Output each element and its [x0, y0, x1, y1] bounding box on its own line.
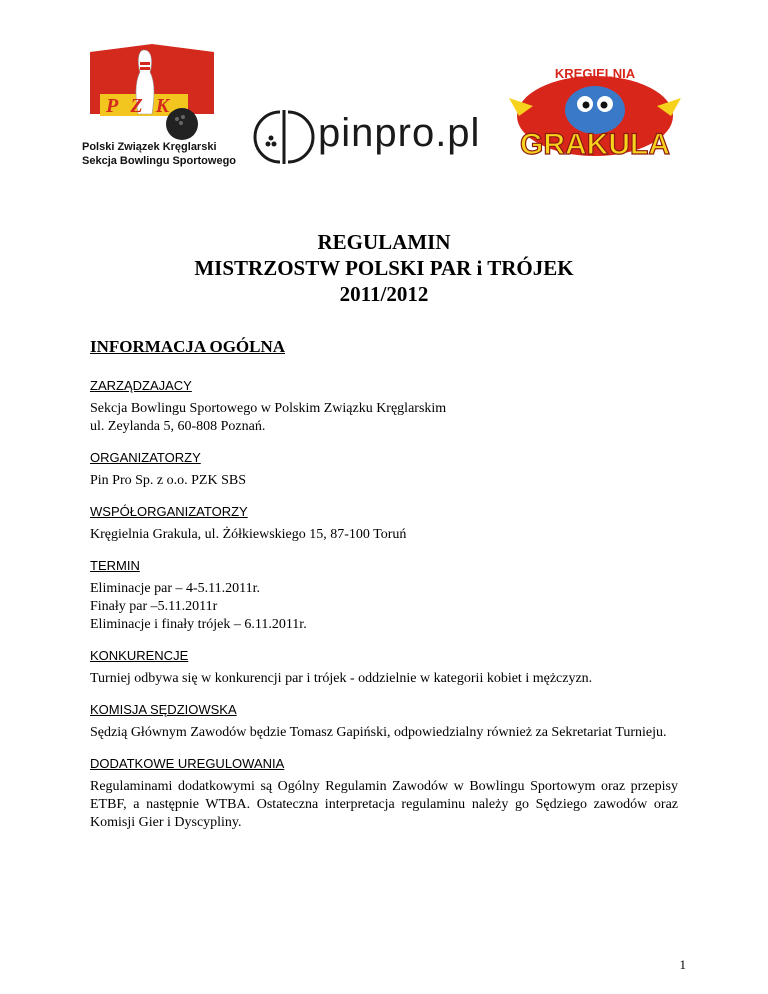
section-paragraph: Regulaminami dodatkowymi są Ogólny Regulamin Zawodów w Bowlingu Sportowym oraz przepisy ETBF, a następnie WTBA. Ostateczna interpretacja regulaminu należy go Sędziego zawodów oraz Komisji Gier i Dyscypliny.: [90, 779, 678, 830]
pzk-caption: [82, 140, 237, 168]
section-line: Pin Pro Sp. z o.o. PZK SBS: [90, 473, 246, 488]
section-heading: KOMISJA SĘDZIOWSKA: [90, 702, 237, 717]
section-paragraph: Sędzią Głównym Zawodów będzie Tomasz Gapiński, odpowiedzialny również za Sekretariat Turnieju.: [90, 725, 667, 740]
section-heading: ORGANIZATORZY: [90, 450, 201, 465]
section-heading: WSPÓŁORGANIZATORZY: [90, 504, 248, 519]
title-line1: REGULAMIN: [317, 230, 451, 254]
section-body: [90, 670, 678, 688]
section-heading: ZARZĄDZAJACY: [90, 378, 192, 393]
document-content: [90, 336, 678, 846]
section-body: [90, 472, 678, 490]
section-heading: KONKURENCJE: [90, 648, 189, 663]
section-line: Sekcja Bowlingu Sportowego w Polskim Związku Kręglarskim: [90, 401, 447, 416]
section-body: [90, 400, 678, 436]
section-line: Eliminacje i finały trójek – 6.11.2011r.: [90, 617, 307, 632]
section-heading: DODATKOWE UREGULOWANIA: [90, 756, 285, 771]
section-line: Eliminacje par – 4-5.11.2011r.: [90, 581, 261, 596]
section-line: Kręgielnia Grakula, ul. Żółkiewskiego 15, 87-100 Toruń: [90, 527, 407, 542]
grakula-logo: [505, 58, 685, 168]
section-line: Finały par –5.11.2011r: [90, 599, 218, 614]
section-body: [90, 580, 678, 634]
page-number: 1: [679, 957, 686, 972]
grakula-bottom-text: GRAKULA: [520, 128, 670, 161]
section-line: Turniej odbywa się w konkurencji par i trójek - oddzielnie w kategorii kobiet i mężczyzn.: [90, 671, 593, 686]
pzk-letters: P Z K: [106, 95, 174, 117]
title-line3: 2011/2012: [339, 282, 429, 306]
pzk-caption-line1: Polski Związek Kręglarski: [82, 141, 217, 153]
pzk-caption-line2: Sekcja Bowlingu Sportowego: [82, 155, 237, 167]
section-body: [90, 526, 678, 544]
document-title: [0, 229, 768, 307]
section-heading: TERMIN: [90, 558, 140, 573]
grakula-top-text: KRĘGIELNIA: [554, 66, 636, 81]
title-line2: MISTRZOSTW POLSKI PAR i TRÓJEK: [194, 256, 574, 280]
main-heading: INFORMACJA OGÓLNA: [90, 337, 286, 356]
section-line: ul. Zeylanda 5, 60-808 Poznań.: [90, 419, 266, 434]
pinpro-logo-text: pinpro.pl: [318, 111, 481, 155]
